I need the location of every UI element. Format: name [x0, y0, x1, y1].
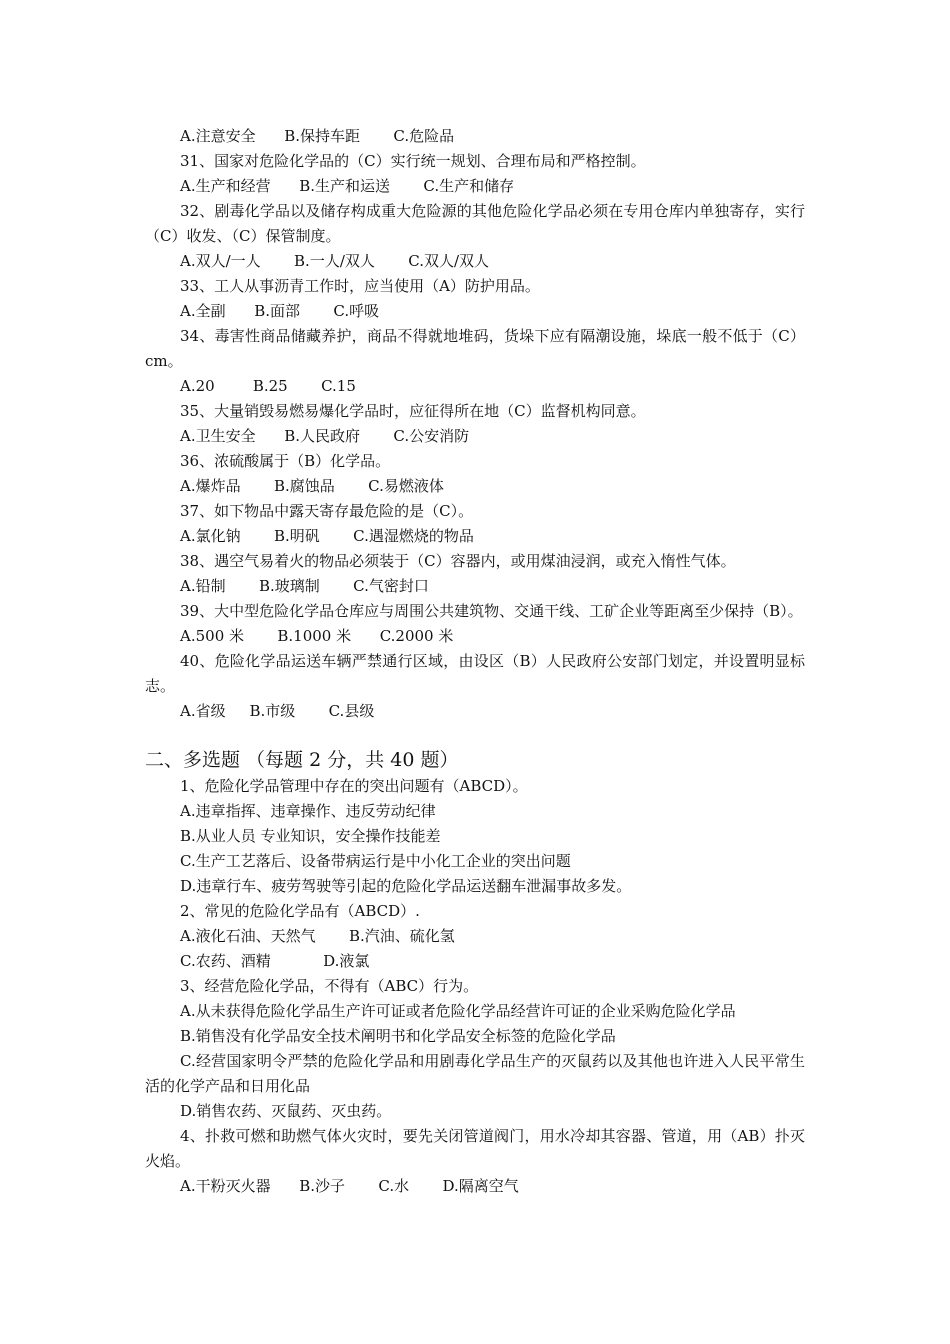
answer-options: D.违章行车、疲劳驾驶等引起的危险化学品运送翻车泄漏事故多发。	[180, 877, 632, 895]
answer-options: D.销售农药、灭鼠药、灭虫药。	[180, 1102, 392, 1120]
question-text: 3、经营危险化学品，不得有（ABC）行为。	[180, 977, 479, 995]
question-text: 32、剧毒化学品以及储存构成重大危险源的其他危险化学品必须在专用仓库内单独寄存，实行（C）收发、（C）保管制度。	[145, 202, 805, 245]
section-heading-multiple-choice: 二、多选题 （每题 2 分，共 40 题）	[145, 749, 459, 771]
answer-options: C.生产工艺落后、设备带病运行是中小化工企业的突出问题	[180, 852, 571, 870]
answer-options: A.违章指挥、违章操作、违反劳动纪律	[180, 802, 436, 820]
answer-options: A.注意安全 B.保持车距 C.危险品	[180, 127, 455, 145]
answer-options: A.500 米 B.1000 米 C.2000 米	[180, 627, 454, 645]
answer-options: A.铅制 B.玻璃制 C.气密封口	[180, 577, 429, 595]
question-text: 35、大量销毁易燃易爆化学品时，应征得所在地（C）监督机构同意。	[180, 402, 646, 420]
question-text: 34、毒害性商品储藏养护，商品不得就地堆码，货垛下应有隔潮设施，垛底一般不低于（C）cm。	[145, 327, 805, 370]
question-text: 38、遇空气易着火的物品必须装于（C）容器内，或用煤油浸润，或充入惰性气体。	[180, 552, 736, 570]
question-text: 36、浓硫酸属于（B）化学品。	[180, 452, 391, 470]
answer-options: A.双人/一人 B.一人/双人 C.双人/双人	[180, 252, 490, 270]
answer-options: B.从业人员 专业知识，安全操作技能差	[180, 827, 441, 845]
answer-options: A.20 B.25 C.15	[180, 377, 356, 395]
question-text: 1、危险化学品管理中存在的突出问题有（ABCD）。	[180, 777, 528, 795]
question-text: C.经营国家明令严禁的危险化学品和用剧毒化学品生产的灭鼠药以及其他也许进入人民平常生活的化学产品和日用化品	[145, 1052, 805, 1095]
question-text: 37、如下物品中露天寄存最危险的是（C）。	[180, 502, 474, 520]
question-text: 33、工人从事沥青工作时，应当使用（A）防护用品。	[180, 277, 540, 295]
question-text: 2、常见的危险化学品有（ABCD）.	[180, 902, 420, 920]
question-text: 4、扑救可燃和助燃气体火灾时，要先关闭管道阀门，用水冷却其容器、管道，用（AB）扑灭火焰。	[145, 1127, 805, 1170]
question-text: 31、国家对危险化学品的（C）实行统一规划、合理布局和严格控制。	[180, 152, 646, 170]
answer-options: A.液化石油、天然气 B.汽油、硫化氢	[180, 927, 455, 945]
exam-content	[145, 124, 805, 1199]
answer-options: A.生产和经营 B.生产和运送 C.生产和储存	[180, 177, 515, 195]
answer-options: A.氯化钠 B.明矾 C.遇湿燃烧的物品	[180, 527, 474, 545]
answer-options: A.干粉灭火器 B.沙子 C.水 D.隔离空气	[180, 1177, 519, 1195]
answer-options: A.全副 B.面部 C.呼吸	[180, 302, 380, 320]
answer-options: C.农药、酒精 D.液氯	[180, 952, 370, 970]
question-text: 40、危险化学品运送车辆严禁通行区域，由设区（B）人民政府公安部门划定，并设置明显标志。	[145, 652, 805, 695]
answer-options: A.从未获得危险化学品生产许可证或者危险化学品经营许可证的企业采购危险化学品	[180, 1002, 736, 1020]
multiple-choice-section	[145, 774, 805, 1199]
question-text: 39、大中型危险化学品仓库应与周围公共建筑物、交通干线、工矿企业等距离至少保持（B）。	[180, 602, 803, 620]
answer-options: A.爆炸品 B.腐蚀品 C.易燃液体	[180, 477, 444, 495]
answer-options: A.卫生安全 B.人民政府 C.公安消防	[180, 427, 470, 445]
single-choice-section	[145, 124, 805, 724]
answer-options: A.省级 B.市级 C.县级	[180, 702, 375, 720]
answer-options: B.销售没有化学品安全技术阐明书和化学品安全标签的危险化学品	[180, 1027, 616, 1045]
